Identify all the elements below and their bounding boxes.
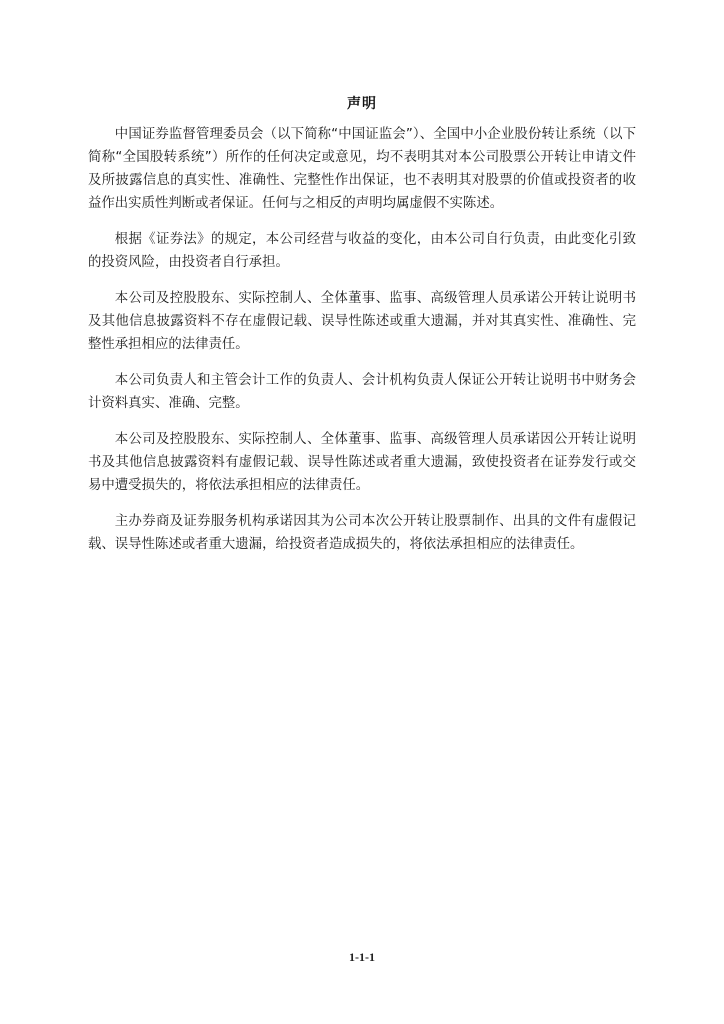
paragraph-financial-guarantee: 本公司负责人和主管会计工作的负责人、会计机构负责人保证公开转让说明书中财务会计资料真实、准确、完整。 — [88, 373, 636, 411]
page-title: 声明 — [347, 96, 377, 112]
paragraph-investment-risk: 根据《证券法》的规定，本公司经营与收益的变化，由本公司自行负责，由此变化引致的投资风险，由投资者自行承担。 — [88, 232, 636, 270]
paragraph-broker-commitment: 主办券商及证券服务机构承诺因其为公司本次公开转让股票制作、出具的文件有虚假记载、误导性陈述或者重大遗漏，给投资者造成损失的，将依法承担相应的法律责任。 — [88, 514, 636, 552]
paragraph-regulator-disclaimer: 中国证券监督管理委员会（以下简称“中国证监会”）、全国中小企业股份转让系统（以下简称“全国股转系统”）所作的任何决定或意见，均不表明其对本公司股票公开转让申请文件及所披露信息的真实性、准确性、完整性作出保证，也不表明其对股票的价值或投资者的收益作出实质性判断或者保证。任何与之相反的声明均属虚假不实陈述。 — [88, 127, 636, 211]
page-number: 1-1-1 — [349, 950, 375, 964]
statement-body — [88, 123, 636, 569]
paragraph-liability-commitment: 本公司及控股股东、实际控制人、全体董事、监事、高级管理人员承诺因公开转让说明书及其他信息披露资料有虚假记载、误导性陈述或者重大遗漏，致使投资者在证券发行或交易中遭受损失的，将依法承担相应的法律责任。 — [88, 432, 636, 493]
paragraph-disclosure-commitment: 本公司及控股股东、实际控制人、全体董事、监事、高级管理人员承诺公开转让说明书及其他信息披露资料不存在虚假记载、误导性陈述或重大遗漏，并对其真实性、准确性、完整性承担相应的法律责任。 — [88, 291, 636, 352]
